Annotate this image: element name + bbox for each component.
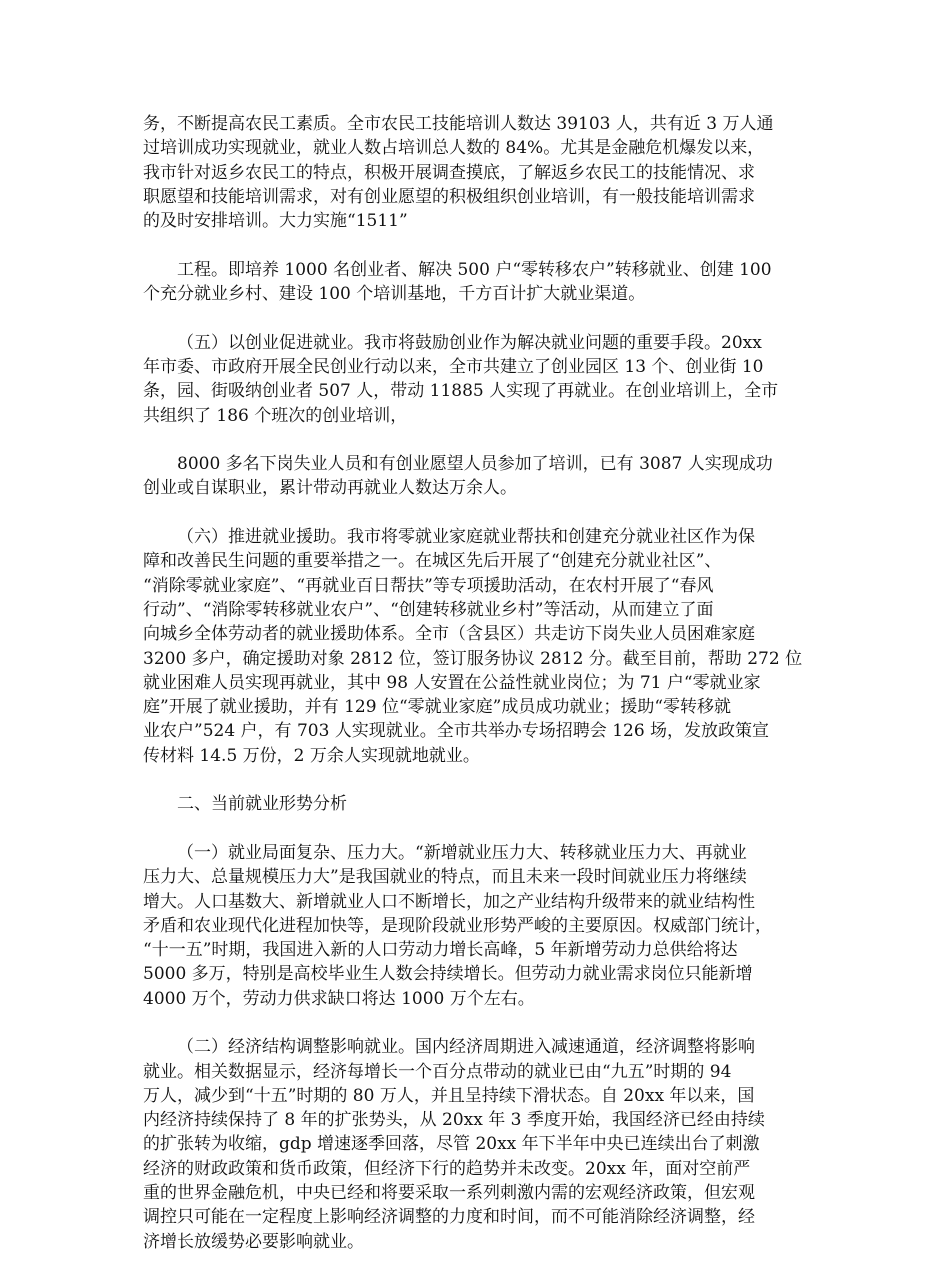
text-line: （一）就业局面复杂、压力大。“新增就业压力大、转移就业压力大、再就业 [177,842,747,863]
paragraph [143,112,823,233]
paragraph [143,1035,823,1254]
text-line: 就业困难人员实现再就业，其中 98 人安置在公益性就业岗位；为 71 户“零就业家 [143,672,761,693]
text-line: 年市委、市政府开展全民创业行动以来，全市共建立了创业园区 13 个、创业街 10 [143,356,764,377]
text-line: 障和改善民生问题的重要举措之一。在城区先后开展了“创建充分就业社区”、 [143,551,722,572]
text-line: 就业。相关数据显示，经济每增长一个百分点带动的就业已由“九五”时期的 94 [143,1061,732,1082]
text-line: 业农户”524 户，有 703 人实现就业。全市共举办专场招聘会 126 场，发放政策宣 [143,721,770,742]
text-line: 行动”、“消除零转移就业农户”、“创建转移就业乡村”等活动，从而建立了面 [143,599,714,620]
text-line: 3200 多户，确定援助对象 2812 位，签订服务协议 2812 分。截至目前，帮助 272 位 [143,648,803,669]
paragraph [143,841,823,1011]
text-line: 传材料 14.5 万份，2 万余人实现就地就业。 [143,745,480,766]
text-line: 调控只可能在一定程度上影响经济调整的力度和时间，而不可能消除经济调整，经 [143,1207,755,1228]
text-line: 经济的财政政策和货币政策，但经济下行的趋势并未改变。20xx 年，面对空前严 [143,1158,751,1179]
text-line: 共组织了 186 个班次的创业培训， [143,405,408,426]
document-page [143,112,823,1278]
text-line: （六）推进就业援助。我市将零就业家庭就业帮扶和创建充分就业社区作为保 [177,527,755,548]
text-line: 工程。即培养 1000 名创业者、解决 500 户“零转移农户”转移就业、创建 100 [177,259,772,280]
text-line: 矛盾和农业现代化进程加快等，是现阶段就业形势严峻的主要原因。权威部门统计， [143,915,772,936]
text-line: 我市针对返乡农民工的特点，积极开展调查摸底，了解返乡农民工的技能情况、求 [143,162,755,183]
text-line: 条，园、街吸纳创业者 507 人，带动 11885 人实现了再就业。在创业培训上，全市 [143,381,779,402]
paragraph [143,331,823,428]
text-line: 职愿望和技能培训需求，对有创业愿望的积极组织创业培训，有一般技能培训需求 [143,186,755,207]
paragraph [143,525,823,768]
text-line: 增大。人口基数大、新增就业人口不断增长，加之产业结构升级带来的就业结构性 [143,891,755,912]
text-line: 5000 多万，特别是高校毕业生人数会持续增长。但劳动力就业需求岗位只能新增 [143,964,753,985]
text-line: 万人，减少到“十五”时期的 80 万人，并且呈持续下滑状态。自 20xx 年以来，国 [143,1085,755,1106]
text-line: 个充分就业乡村、建设 100 个培训基地，千方百计扩大就业渠道。 [143,284,646,305]
text-line: 4000 万个，劳动力供求缺口将达 1000 万个左右。 [143,988,535,1009]
text-line: 8000 多名下岗失业人员和有创业愿望人员参加了培训，已有 3087 人实现成功 [177,454,773,475]
text-line: 二、当前就业形势分析 [177,794,347,815]
text-line: 的及时安排培训。大力实施“1511” [143,211,408,232]
text-line: 庭”开展了就业援助，并有 129 位“零就业家庭”成员成功就业；援助“零转移就 [143,697,732,718]
paragraph [143,452,823,501]
text-line: （二）经济结构调整影响就业。国内经济周期进入减速通道，经济调整将影响 [177,1037,755,1058]
text-line: 创业或自谋职业，累计带动再就业人数达万余人。 [143,478,517,499]
text-line: 务，不断提高农民工素质。全市农民工技能培训人数达 39103 人，共有近 3 万人通 [143,114,774,134]
text-line: 过培训成功实现就业，就业人数占培训总人数的 84%。尤其是金融危机爆发以来， [143,138,765,159]
text-line: 压力大、总量规模压力大”是我国就业的特点，而且未来一段时间就业压力将继续 [143,867,747,888]
paragraph [143,258,823,307]
text-line: “十一五”时期，我国进入新的人口劳动力增长高峰，5 年新增劳动力总供给将达 [143,940,738,961]
text-line: 的扩张转为收缩，gdp 增速逐季回落，尽管 20xx 年下半年中央已连续出台了刺激 [143,1134,760,1155]
text-line: 重的世界金融危机，中央已经和将要采取一系列刺激内需的宏观经济政策，但宏观 [143,1183,755,1204]
text-line: 济增长放缓势必要影响就业。 [143,1231,364,1252]
text-line: “消除零就业家庭”、“再就业百日帮扶”等专项援助活动，在农村开展了“春风 [143,575,714,596]
text-line: 内经济持续保持了 8 年的扩张势头，从 20xx 年 3 季度开始，我国经济已经由持续 [143,1110,765,1131]
text-line: （五）以创业促进就业。我市将鼓励创业作为解决就业问题的重要手段。20xx [177,332,762,353]
text-line: 向城乡全体劳动者的就业援助体系。全市（含县区）共走访下岗失业人员困难家庭 [143,624,755,645]
paragraph [143,792,823,816]
